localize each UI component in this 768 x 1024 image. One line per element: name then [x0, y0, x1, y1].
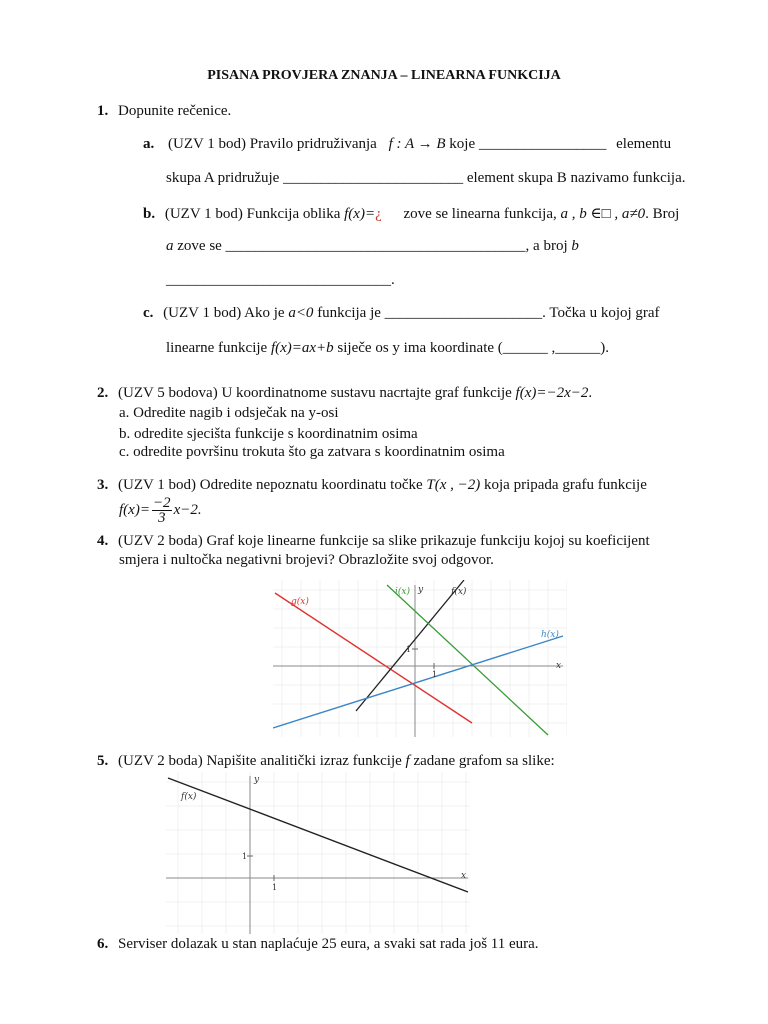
page-title: PISANA PROVJERA ZNANJA – LINEARNA FUNKCIJA	[207, 68, 561, 83]
q1c-blank-1: funkcija je _____________________. Točka u kojoj graf	[317, 305, 660, 321]
q1a-line1	[143, 136, 671, 153]
q4-label-g: g(x)	[291, 597, 309, 607]
q4-label-x: x	[556, 661, 562, 671]
q4-label-y: y	[418, 585, 424, 595]
q4-label-h: h(x)	[541, 630, 559, 640]
q1c-blank-2: siječe os y ima koordinate (______ ,______).	[337, 340, 610, 356]
q1a-mapping: f : A → B	[388, 136, 446, 152]
q1b-text-mid: zove se linearna funkcija,	[403, 206, 557, 222]
q1b-var-b: b	[571, 238, 579, 254]
q1c-label: c.	[143, 305, 154, 321]
q3-number: 3.	[97, 477, 109, 493]
q2-item-a: a. Odredite nagib i odsječak na y-osi	[119, 405, 339, 421]
q5-graph	[166, 772, 470, 934]
q5-var-f: f	[405, 753, 410, 769]
q2-formula: f(x)=−2x−2	[515, 385, 589, 401]
q1c-text: (UZV 1 bod) Ako je	[163, 305, 285, 321]
q4-number: 4.	[97, 533, 109, 549]
q1b-var-a: a	[166, 238, 174, 254]
q1a-blank-1: koje _________________	[449, 136, 607, 152]
q2-dot: .	[588, 385, 593, 401]
q1a-text-end: elementu	[616, 136, 672, 152]
q1b-formula: f(x)=	[344, 206, 376, 222]
q4-line-i	[387, 585, 548, 735]
q5-text: (UZV 2 boda) Napišite analitički izraz funkcije	[118, 753, 402, 769]
q4-graph	[273, 580, 567, 737]
q3-fraction	[152, 496, 172, 525]
q4-line-g	[275, 593, 472, 723]
q4-label-one-x: 1	[432, 670, 438, 679]
q3-fraction-numerator: −2	[152, 495, 171, 511]
q5-grid	[166, 772, 470, 934]
q4-label-one-y: 1	[406, 645, 412, 654]
q6-text: Serviser dolazak u stan naplaćuje 25 eura, a svaki sat rada još 11 eura.	[118, 936, 539, 952]
q5-line-f	[168, 778, 468, 892]
q3-text: (UZV 1 bod) Odredite nepoznatu koordinatu točke	[118, 477, 423, 493]
q1b-line1	[143, 204, 679, 223]
q1c-line2	[166, 340, 609, 357]
q6-heading	[97, 936, 539, 953]
q5-heading	[97, 753, 555, 770]
q1-text: Dopunite rečenice.	[118, 103, 232, 119]
q1b-line2	[166, 238, 579, 255]
q4-label-i: i(x)	[395, 587, 410, 597]
q5-label-f: f(x)	[181, 792, 197, 802]
q3-fraction-denominator: 3	[158, 510, 166, 526]
q1a-text: (UZV 1 bod) Pravilo pridruživanja	[168, 136, 377, 152]
q1c-formula: f(x)=ax+b	[270, 340, 334, 356]
q2-heading	[97, 385, 592, 402]
q5-label-y: y	[254, 775, 260, 785]
q2-number: 2.	[97, 385, 109, 401]
q1b-condition: a , b ∈□ , a≠0	[560, 206, 646, 222]
q1b-unknown-mark: ¿	[375, 206, 382, 222]
q2-item-c: c. odredite površinu trokuta što ga zatvara s koordinatnim osima	[119, 444, 505, 460]
q1c-line1	[143, 305, 660, 322]
q1a-label: a.	[143, 136, 155, 152]
q1b-label: b.	[143, 206, 156, 222]
q3-point: T(x , −2)	[426, 477, 481, 493]
q4-text-2: smjera i nultočka negativni brojevi? Obrazložite svoj odgovor.	[119, 552, 494, 568]
q1-number: 1.	[97, 103, 109, 119]
q5-label-one-y: 1	[242, 852, 248, 861]
q4-label-f: f(x)	[451, 587, 467, 597]
q1b-blank-1: zove se ________________________________________, a broj	[177, 238, 568, 254]
q5-label-x: x	[461, 871, 467, 881]
q3-formula-rhs: x−2.	[173, 502, 202, 518]
q1b-text-end: . Broj	[645, 206, 680, 222]
q5-text-2: zadane grafom sa slike:	[413, 753, 555, 769]
q1b-line3: ______________________________.	[166, 272, 395, 288]
q4-line-h	[273, 636, 563, 728]
q1c-condition: a<0	[288, 305, 314, 321]
q3-formula-lhs: f(x)=	[119, 502, 150, 518]
q5-label-one-x: 1	[272, 883, 278, 892]
q3-text-2: koja pripada grafu funkcije	[484, 477, 647, 493]
q2-item-b: b. odredite sjecišta funkcije s koordinatnim osima	[119, 426, 418, 442]
q6-number: 6.	[97, 936, 109, 952]
q1c-text-2: linearne funkcije	[166, 340, 268, 356]
q1-heading	[97, 103, 231, 120]
q2-text: (UZV 5 bodova) U koordinatnome sustavu nacrtajte graf funkcije	[118, 385, 512, 401]
q4-text-1: (UZV 2 boda) Graf koje linearne funkcije sa slike prikazuje funkciju kojoj su koeficijent	[118, 533, 650, 549]
q3-heading	[97, 477, 647, 494]
q5-number: 5.	[97, 753, 109, 769]
q1a-line2: skupa A pridružuje ________________________ element skupa B nazivamo funkcija.	[166, 170, 686, 186]
q4-heading	[97, 533, 650, 550]
q3-formula	[119, 496, 202, 525]
q1b-text: (UZV 1 bod) Funkcija oblika	[164, 206, 341, 222]
